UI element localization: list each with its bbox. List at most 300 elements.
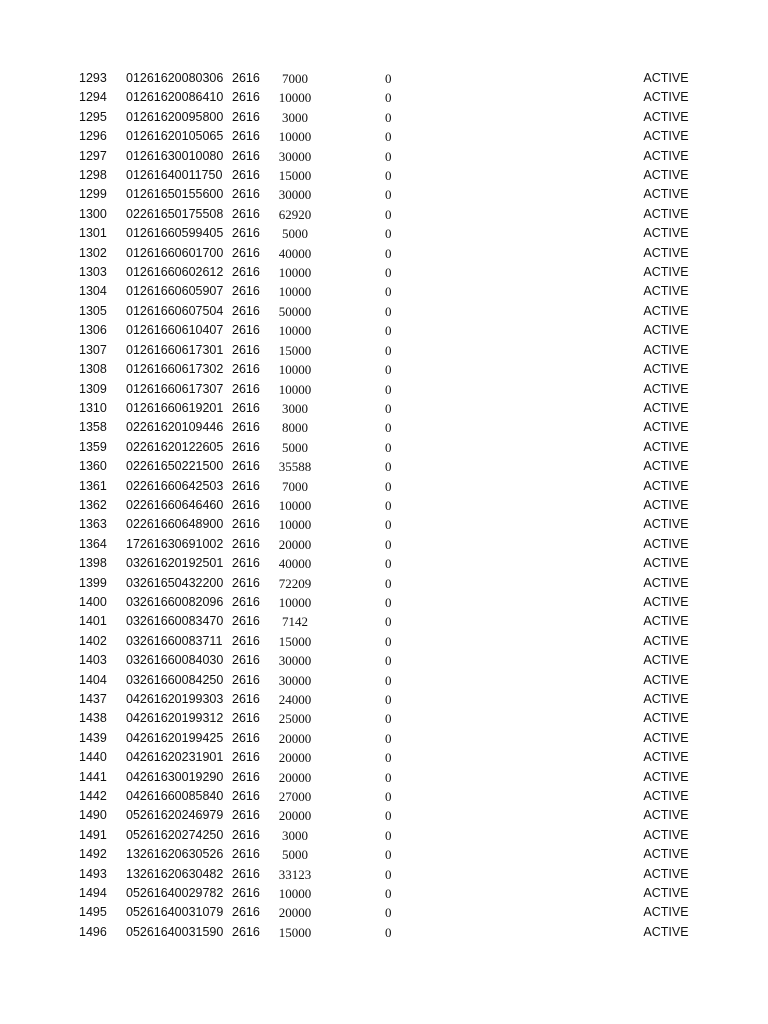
row-spacer: [325, 884, 385, 903]
balance-cell: 0: [385, 750, 392, 766]
branch-code-cell: 2616: [232, 226, 260, 241]
row-spacer: [696, 302, 768, 321]
account-number-cell: 04261630019290: [126, 769, 224, 784]
table-row: [0, 380, 768, 399]
row-spacer: [696, 380, 768, 399]
status-cell: ACTIVE: [643, 284, 689, 299]
row-spacer: [405, 574, 636, 593]
amount-cell: 7000: [282, 478, 308, 494]
status-cell: ACTIVE: [643, 168, 689, 183]
table-row: [0, 69, 768, 88]
account-number-cell: 03261660084250: [126, 672, 224, 687]
row-spacer: [325, 690, 385, 709]
row-spacer: [696, 127, 768, 146]
row-id-cell: 1400: [79, 594, 107, 609]
row-spacer: [405, 748, 636, 767]
amount-cell: 10000: [278, 284, 312, 300]
account-number-cell: 05261640031079: [126, 905, 224, 920]
row-spacer: [0, 923, 79, 942]
row-spacer: [696, 903, 768, 922]
amount-cell: 15000: [278, 342, 312, 358]
row-spacer: [405, 651, 636, 670]
account-number-cell: 02261620122605: [126, 439, 224, 454]
branch-code-cell: 2616: [232, 692, 260, 706]
status-cell: ACTIVE: [643, 439, 689, 454]
amount-cell: 72209: [278, 575, 312, 591]
amount-cell: 30000: [278, 148, 312, 164]
balance-cell: 0: [385, 575, 392, 591]
row-spacer: [696, 690, 768, 709]
row-spacer: [696, 709, 768, 728]
row-spacer: [696, 632, 768, 651]
table-row: [0, 224, 768, 243]
amount-cell: 40000: [278, 556, 312, 572]
branch-code-cell: 2616: [232, 750, 260, 765]
row-spacer: [325, 418, 385, 437]
table-row: [0, 768, 768, 787]
branch-code-cell: 2616: [232, 342, 260, 357]
row-id-cell: 1305: [79, 303, 107, 318]
account-number-cell: 01261660607504: [126, 303, 224, 318]
row-spacer: [0, 748, 79, 767]
amount-cell: 20000: [278, 536, 312, 552]
row-spacer: [0, 806, 79, 825]
row-id-cell: 1438: [79, 711, 107, 726]
row-spacer: [325, 380, 385, 399]
row-spacer: [0, 263, 79, 282]
balance-cell: 0: [385, 769, 392, 785]
table-row: [0, 632, 768, 651]
account-number-cell: 04261620199425: [126, 730, 224, 745]
status-cell: ACTIVE: [643, 672, 689, 687]
branch-code-cell: 2616: [232, 517, 260, 532]
row-spacer: [0, 632, 79, 651]
row-id-cell: 1361: [79, 478, 107, 493]
row-spacer: [405, 302, 636, 321]
row-id-cell: 1398: [79, 556, 107, 571]
row-spacer: [0, 554, 79, 573]
balance-cell: 0: [385, 886, 392, 902]
branch-code-cell: 2616: [232, 497, 260, 512]
row-spacer: [405, 166, 636, 185]
balance-cell: 0: [385, 556, 392, 572]
row-spacer: [0, 903, 79, 922]
row-spacer: [405, 457, 636, 476]
table-row: [0, 884, 768, 903]
status-cell: ACTIVE: [643, 653, 689, 668]
account-number-cell: 01261640011750: [126, 168, 223, 183]
row-id-cell: 1496: [79, 924, 107, 939]
row-id-cell: 1293: [79, 71, 107, 85]
row-spacer: [0, 690, 79, 709]
row-spacer: [405, 282, 636, 301]
account-number-cell: 05261640031590: [126, 924, 224, 939]
table-row: [0, 147, 768, 166]
amount-cell: 30000: [278, 653, 312, 669]
branch-code-cell: 2616: [232, 847, 260, 862]
branch-code-cell: 2616: [232, 478, 260, 493]
status-cell: ACTIVE: [643, 866, 689, 881]
row-spacer: [325, 302, 385, 321]
account-number-cell: 04261660085840: [126, 789, 224, 804]
account-number-cell: 01261660605907: [126, 284, 224, 299]
row-id-cell: 1304: [79, 284, 107, 299]
row-spacer: [325, 438, 385, 457]
table-row: [0, 244, 768, 263]
status-cell: ACTIVE: [643, 265, 689, 280]
row-spacer: [0, 380, 79, 399]
status-cell: ACTIVE: [643, 420, 689, 435]
account-number-cell: 01261660619201: [126, 400, 224, 415]
balance-cell: 0: [385, 847, 392, 863]
status-cell: ACTIVE: [643, 303, 689, 318]
account-number-cell: 02261650221500: [126, 459, 224, 474]
branch-code-cell: 2616: [232, 594, 260, 609]
table-row: [0, 923, 768, 942]
row-spacer: [325, 806, 385, 825]
row-spacer: [696, 515, 768, 534]
account-number-cell: 01261650155600: [126, 187, 224, 202]
amount-cell: 30000: [278, 672, 312, 688]
account-number-cell: 02261620109446: [126, 420, 224, 435]
row-spacer: [325, 88, 385, 107]
row-spacer: [696, 88, 768, 107]
balance-cell: 0: [385, 323, 392, 339]
row-id-cell: 1296: [79, 129, 107, 144]
balance-cell: 0: [385, 653, 392, 669]
row-spacer: [0, 147, 79, 166]
row-spacer: [325, 399, 385, 418]
status-cell: ACTIVE: [643, 148, 689, 163]
row-spacer: [0, 69, 79, 88]
amount-cell: 10000: [278, 497, 312, 513]
row-spacer: [696, 535, 768, 554]
row-spacer: [0, 768, 79, 787]
account-number-cell: 05261640029782: [126, 886, 224, 901]
status-cell: ACTIVE: [643, 71, 689, 85]
row-spacer: [696, 768, 768, 787]
row-spacer: [405, 108, 636, 127]
status-cell: ACTIVE: [643, 90, 689, 105]
row-spacer: [325, 671, 385, 690]
row-spacer: [696, 108, 768, 127]
row-spacer: [325, 632, 385, 651]
row-spacer: [696, 826, 768, 845]
row-spacer: [696, 69, 768, 88]
row-spacer: [325, 535, 385, 554]
row-spacer: [0, 438, 79, 457]
amount-cell: 35588: [278, 459, 312, 475]
balance-cell: 0: [385, 692, 392, 707]
row-id-cell: 1302: [79, 245, 107, 260]
branch-code-cell: 2616: [232, 71, 260, 85]
table-row: [0, 515, 768, 534]
branch-code-cell: 2616: [232, 90, 260, 105]
row-id-cell: 1403: [79, 653, 107, 668]
row-id-cell: 1359: [79, 439, 107, 454]
branch-code-cell: 2616: [232, 653, 260, 668]
balance-cell: 0: [385, 90, 392, 106]
row-id-cell: 1294: [79, 90, 107, 105]
branch-code-cell: 2616: [232, 109, 260, 124]
branch-code-cell: 2616: [232, 711, 260, 726]
row-spacer: [0, 185, 79, 204]
row-id-cell: 1307: [79, 342, 107, 357]
row-spacer: [405, 787, 636, 806]
balance-cell: 0: [385, 633, 392, 649]
row-id-cell: 1491: [79, 827, 107, 842]
row-spacer: [325, 360, 385, 379]
row-spacer: [405, 263, 636, 282]
balance-cell: 0: [385, 439, 392, 455]
account-number-cell: 17261630691002: [126, 536, 224, 551]
account-number-cell: 01261660617302: [126, 362, 224, 377]
row-spacer: [696, 224, 768, 243]
row-spacer: [405, 768, 636, 787]
row-id-cell: 1404: [79, 672, 107, 687]
row-spacer: [325, 185, 385, 204]
row-id-cell: 1437: [79, 692, 107, 706]
row-spacer: [325, 554, 385, 573]
status-cell: ACTIVE: [643, 730, 689, 745]
row-spacer: [0, 108, 79, 127]
account-number-cell: 13261620630482: [126, 866, 224, 881]
table-row: [0, 806, 768, 825]
account-number-cell: 05261620274250: [126, 827, 224, 842]
status-cell: ACTIVE: [643, 789, 689, 804]
row-id-cell: 1300: [79, 206, 107, 221]
branch-code-cell: 2616: [232, 420, 260, 435]
status-cell: ACTIVE: [643, 459, 689, 474]
table-row: [0, 845, 768, 864]
table-row: [0, 729, 768, 748]
amount-cell: 15000: [278, 924, 312, 940]
account-number-cell: 01261620080306: [126, 71, 224, 85]
row-spacer: [325, 166, 385, 185]
account-number-cell: 01261620105065: [126, 129, 224, 144]
row-spacer: [405, 224, 636, 243]
row-spacer: [696, 282, 768, 301]
row-spacer: [696, 729, 768, 748]
row-spacer: [696, 787, 768, 806]
row-id-cell: 1303: [79, 265, 107, 280]
table-row: [0, 554, 768, 573]
row-spacer: [405, 321, 636, 340]
row-spacer: [405, 380, 636, 399]
balance-cell: 0: [385, 71, 392, 86]
row-spacer: [696, 457, 768, 476]
amount-cell: 10000: [278, 594, 312, 610]
amount-cell: 3000: [282, 400, 308, 416]
row-spacer: [0, 884, 79, 903]
amount-cell: 5000: [282, 226, 308, 242]
branch-code-cell: 2616: [232, 245, 260, 260]
table-row: [0, 787, 768, 806]
balance-cell: 0: [385, 381, 392, 397]
balance-cell: 0: [385, 206, 392, 222]
row-spacer: [0, 360, 79, 379]
account-number-cell: 01261660599405: [126, 226, 224, 241]
balance-cell: 0: [385, 129, 392, 145]
table-row: [0, 496, 768, 515]
balance-cell: 0: [385, 478, 392, 494]
row-spacer: [325, 593, 385, 612]
branch-code-cell: 2616: [232, 924, 260, 939]
balance-cell: 0: [385, 362, 392, 378]
branch-code-cell: 2616: [232, 400, 260, 415]
balance-cell: 0: [385, 420, 392, 436]
row-spacer: [405, 903, 636, 922]
row-spacer: [0, 535, 79, 554]
table-row: [0, 360, 768, 379]
table-row: [0, 302, 768, 321]
amount-cell: 30000: [278, 187, 312, 203]
table-row: [0, 166, 768, 185]
row-spacer: [325, 108, 385, 127]
table-row: [0, 535, 768, 554]
status-cell: ACTIVE: [643, 362, 689, 377]
row-spacer: [325, 651, 385, 670]
row-spacer: [0, 302, 79, 321]
branch-code-cell: 2616: [232, 381, 260, 396]
status-cell: ACTIVE: [643, 633, 689, 648]
row-spacer: [405, 612, 636, 631]
row-spacer: [696, 147, 768, 166]
amount-cell: 20000: [278, 730, 312, 746]
account-number-cell: 01261630010080: [126, 148, 224, 163]
account-number-cell: 05261620246979: [126, 808, 224, 823]
row-spacer: [405, 709, 636, 728]
account-number-cell: 01261620095800: [126, 109, 224, 124]
table-row: [0, 205, 768, 224]
row-spacer: [325, 768, 385, 787]
account-number-cell: 01261660601700: [126, 245, 224, 260]
table-row: [0, 477, 768, 496]
status-cell: ACTIVE: [643, 556, 689, 571]
amount-cell: 20000: [278, 905, 312, 921]
row-spacer: [325, 69, 385, 88]
row-spacer: [405, 399, 636, 418]
branch-code-cell: 2616: [232, 633, 260, 648]
account-number-cell: 03261620192501: [126, 556, 224, 571]
row-spacer: [696, 554, 768, 573]
row-spacer: [405, 360, 636, 379]
row-spacer: [0, 651, 79, 670]
status-cell: ACTIVE: [643, 536, 689, 551]
row-id-cell: 1306: [79, 323, 107, 338]
row-spacer: [0, 826, 79, 845]
account-number-cell: 01261660617307: [126, 381, 224, 396]
amount-cell: 50000: [278, 303, 312, 319]
row-id-cell: 1402: [79, 633, 107, 648]
branch-code-cell: 2616: [232, 284, 260, 299]
account-number-cell: 02261660648900: [126, 517, 224, 532]
row-spacer: [0, 515, 79, 534]
branch-code-cell: 2616: [232, 614, 260, 629]
row-spacer: [696, 865, 768, 884]
branch-code-cell: 2616: [232, 168, 260, 183]
branch-code-cell: 2616: [232, 730, 260, 745]
row-spacer: [0, 709, 79, 728]
status-cell: ACTIVE: [643, 323, 689, 338]
amount-cell: 10000: [278, 265, 312, 281]
row-id-cell: 1362: [79, 497, 107, 512]
row-spacer: [0, 399, 79, 418]
account-number-cell: 03261660083470: [126, 614, 224, 629]
row-spacer: [405, 535, 636, 554]
amount-cell: 20000: [278, 750, 312, 766]
balance-cell: 0: [385, 497, 392, 513]
row-spacer: [325, 709, 385, 728]
account-number-cell: 02261650175508: [126, 206, 224, 221]
balance-cell: 0: [385, 594, 392, 610]
account-number-cell: 04261620199312: [126, 711, 224, 726]
row-id-cell: 1309: [79, 381, 107, 396]
balance-cell: 0: [385, 866, 392, 882]
status-cell: ACTIVE: [643, 614, 689, 629]
row-spacer: [405, 554, 636, 573]
row-spacer: [405, 477, 636, 496]
row-spacer: [325, 612, 385, 631]
row-id-cell: 1364: [79, 536, 107, 551]
amount-cell: 15000: [278, 168, 312, 184]
account-number-cell: 03261650432200: [126, 575, 224, 590]
branch-code-cell: 2616: [232, 556, 260, 571]
amount-cell: 10000: [278, 129, 312, 145]
balance-cell: 0: [385, 808, 392, 824]
balance-cell: 0: [385, 148, 392, 164]
amount-cell: 10000: [278, 323, 312, 339]
row-spacer: [0, 787, 79, 806]
records-body: [0, 69, 768, 942]
row-spacer: [696, 438, 768, 457]
amount-cell: 10000: [278, 381, 312, 397]
amount-cell: 7142: [282, 614, 308, 630]
amount-cell: 7000: [282, 71, 308, 86]
row-id-cell: 1440: [79, 750, 107, 765]
status-cell: ACTIVE: [643, 381, 689, 396]
row-spacer: [405, 147, 636, 166]
amount-cell: 20000: [278, 808, 312, 824]
account-number-cell: 04261620231901: [126, 750, 224, 765]
balance-cell: 0: [385, 265, 392, 281]
status-cell: ACTIVE: [643, 245, 689, 260]
row-id-cell: 1439: [79, 730, 107, 745]
row-id-cell: 1298: [79, 168, 107, 183]
table-row: [0, 88, 768, 107]
row-spacer: [405, 88, 636, 107]
row-spacer: [0, 341, 79, 360]
branch-code-cell: 2616: [232, 187, 260, 202]
account-number-cell: 01261660610407: [126, 323, 224, 338]
balance-cell: 0: [385, 187, 392, 203]
row-spacer: [405, 806, 636, 825]
balance-cell: 0: [385, 168, 392, 184]
row-spacer: [0, 496, 79, 515]
row-spacer: [0, 418, 79, 437]
account-number-cell: 01261620086410: [126, 90, 224, 105]
status-cell: ACTIVE: [643, 827, 689, 842]
branch-code-cell: 2616: [232, 303, 260, 318]
row-spacer: [325, 574, 385, 593]
row-spacer: [696, 748, 768, 767]
balance-cell: 0: [385, 400, 392, 416]
row-spacer: [405, 515, 636, 534]
amount-cell: 3000: [282, 827, 308, 843]
account-number-cell: 02261660646460: [126, 497, 224, 512]
row-id-cell: 1358: [79, 420, 107, 435]
table-row: [0, 612, 768, 631]
